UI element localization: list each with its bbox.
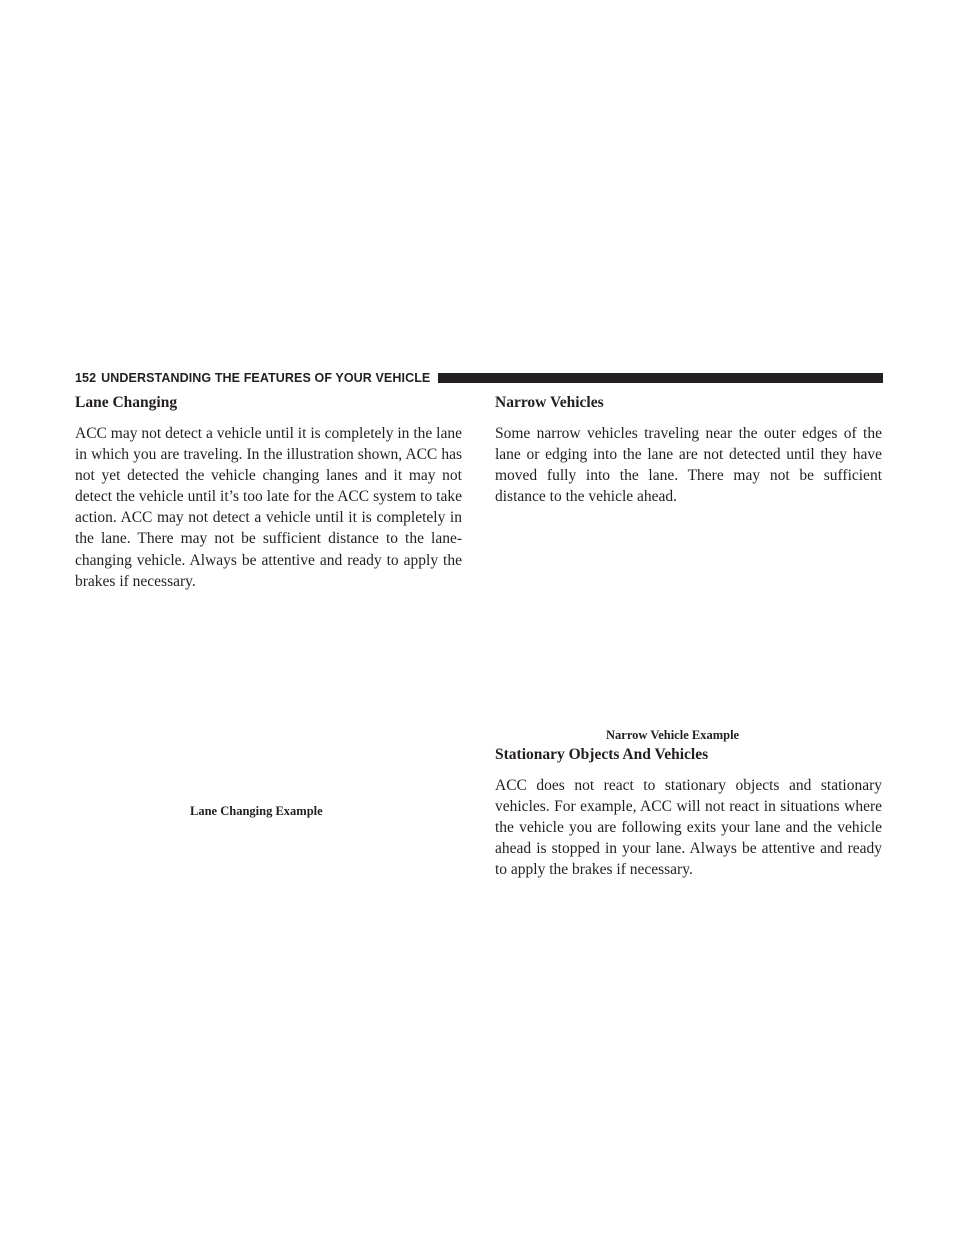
section-title: UNDERSTANDING THE FEATURES OF YOUR VEHICLE [101,371,431,385]
lane-changing-caption: Lane Changing Example [190,804,323,818]
page-number: 152 [75,371,97,385]
header-rule [438,373,883,383]
lane-changing-paragraph: ACC may not detect a vehicle until it is completely in the lane in which you are traveling. In the illustration shown, ACC has not yet detected the vehicle changing lanes and it may not detect the vehicle until it’s too late for the ACC system to take action. ACC may not detect a vehicle until it is completely in the lane. There may not be sufficient distance to the lane-changing vehicle. Always be attentive and ready to apply the brakes if necessary. [75,425,462,590]
left-column [75,393,462,592]
stationary-objects-section [495,745,882,880]
narrow-vehicles-paragraph: Some narrow vehicles traveling near the outer edges of the lane or edging into the lane are not detected until they have moved fully into the lane. There may not be sufficient distance to the vehicle ahead. [495,425,882,506]
lane-changing-heading: Lane Changing [75,394,178,411]
right-column [495,393,882,507]
stationary-objects-paragraph: ACC does not react to stationary objects and stationary vehicles. For example, ACC will not react in situations where the vehicle you are following exits your lane and the vehicle ahead is stopped in your lane. Always be attentive and ready to apply the brakes if necessary. [495,777,882,879]
stationary-objects-heading: Stationary Objects And Vehicles [495,746,709,763]
narrow-vehicle-caption: Narrow Vehicle Example [606,728,740,742]
page-header [75,370,883,386]
narrow-vehicles-heading: Narrow Vehicles [495,394,604,411]
